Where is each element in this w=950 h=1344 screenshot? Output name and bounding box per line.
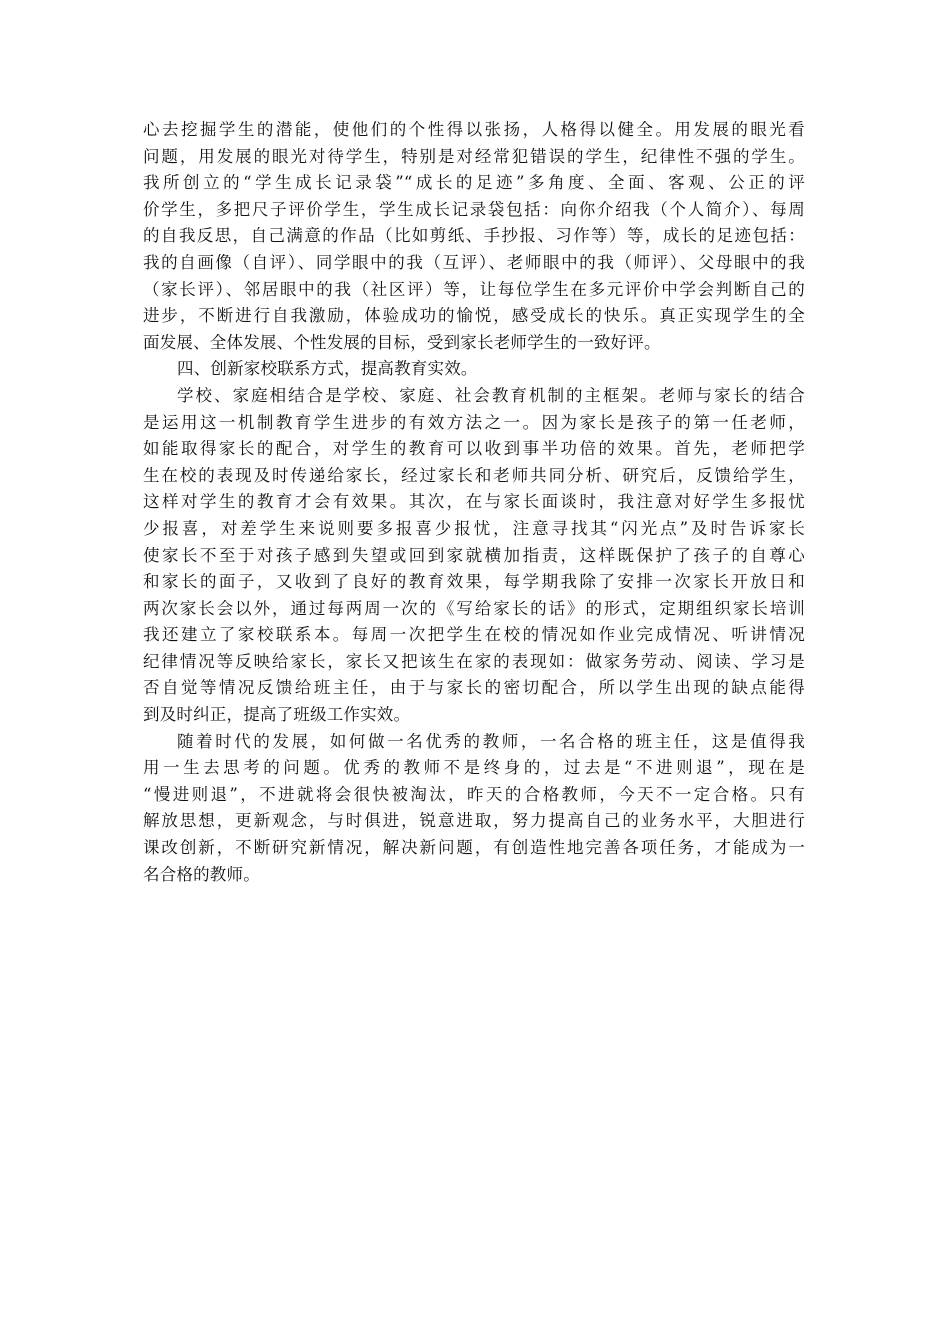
text-line: 我的自画像（自评）、同学眼中的我（互评）、老师眼中的我（师评）、父母眼中的我 (143, 252, 805, 272)
text-line: 课改创新，不断研究新情况，解决新问题，有创造性地完善各项任务，才能成为一 (143, 838, 805, 858)
text-line: 如能取得家长的配合，对学生的教育可以收到事半功倍的效果。首先，老师把学 (143, 439, 805, 459)
text-line: 纪律情况等反映给家长，家长又把该生在家的表现如：做家务劳动、阅读、学习是 (143, 651, 805, 671)
text-line: 面发展、全体发展、个性发展的目标，受到家长老师学生的一致好评。 (143, 332, 661, 352)
text-line: 这样对学生的教育才会有效果。其次，在与家长面谈时，我注意对好学生多报忧 (143, 492, 805, 512)
section-heading: 四、创新家校联系方式，提高教育实效。 (177, 359, 478, 379)
paragraph-home-school (143, 383, 805, 729)
text-line: （家长评）、邻居眼中的我（社区评）等，让每位学生在多元评价中学会判断自己的 (143, 279, 805, 299)
paragraph-growth-record (143, 117, 805, 356)
text-line: 到及时纠正，提高了班级工作实效。 (143, 705, 411, 725)
text-line: 和家长的面子，又收到了良好的教育效果，每学期我除了安排一次家长开放日和 (143, 572, 805, 592)
text-line: 随着时代的发展，如何做一名优秀的教师，一名合格的班主任，这是值得我 (177, 731, 805, 751)
text-line: 少报喜，对差学生来说则要多报喜少报忧，注意寻找其“闪光点”及时告诉家长 (143, 518, 805, 538)
text-line: 我所创立的“学生成长记录袋”“成长的足迹”多角度、全面、客观、公正的评 (143, 173, 805, 193)
text-line: 进步，不断进行自我激励，体验成功的愉悦，感受成长的快乐。真正实现学生的全 (143, 306, 805, 326)
text-line: 我还建立了家校联系本。每周一次把学生在校的情况如作业完成情况、听讲情况 (143, 625, 805, 645)
text-line: 是运用这一机制教育学生进步的有效方法之一。因为家长是孩子的第一任老师， (143, 412, 805, 432)
text-line: 学校、家庭相结合是学校、家庭、社会教育机制的主框架。老师与家长的结合 (177, 385, 805, 405)
text-line: 用一生去思考的问题。优秀的教师不是终身的，过去是“不进则退”，现在是 (143, 758, 805, 778)
text-line: 的自我反思，自己满意的作品（比如剪纸、手抄报、习作等）等，成长的足迹包括： (143, 226, 805, 246)
text-line: 名合格的教师。 (143, 864, 260, 884)
paragraph-conclusion (143, 729, 805, 889)
text-line: 生在校的表现及时传递给家长，经过家长和老师共同分析、研究后，反馈给学生， (143, 465, 805, 485)
text-line: 解放思想，更新观念，与时俱进，锐意进取，努力提高自己的业务水平，大胆进行 (143, 811, 805, 831)
text-line: 价学生，多把尺子评价学生，学生成长记录袋包括：向你介绍我（个人简介）、每周 (143, 199, 805, 219)
text-line: 使家长不至于对孩子感到失望或回到家就横加指责，这样既保护了孩子的自尊心 (143, 545, 805, 565)
text-line: 两次家长会以外，通过每两周一次的《写给家长的话》的形式，定期组织家长培训 (143, 598, 805, 618)
text-line: 否自觉等情况反馈给班主任，由于与家长的密切配合，所以学生出现的缺点能得 (143, 678, 805, 698)
text-line: “慢进则退”，不进就将会很快被淘汰，昨天的合格教师，今天不一定合格。只有 (143, 784, 805, 804)
text-line: 问题，用发展的眼光对待学生，特别是对经常犯错误的学生，纪律性不强的学生。 (143, 146, 805, 166)
document-body (143, 117, 805, 888)
text-line: 心去挖掘学生的潜能，使他们的个性得以张扬，人格得以健全。用发展的眼光看 (143, 120, 805, 139)
